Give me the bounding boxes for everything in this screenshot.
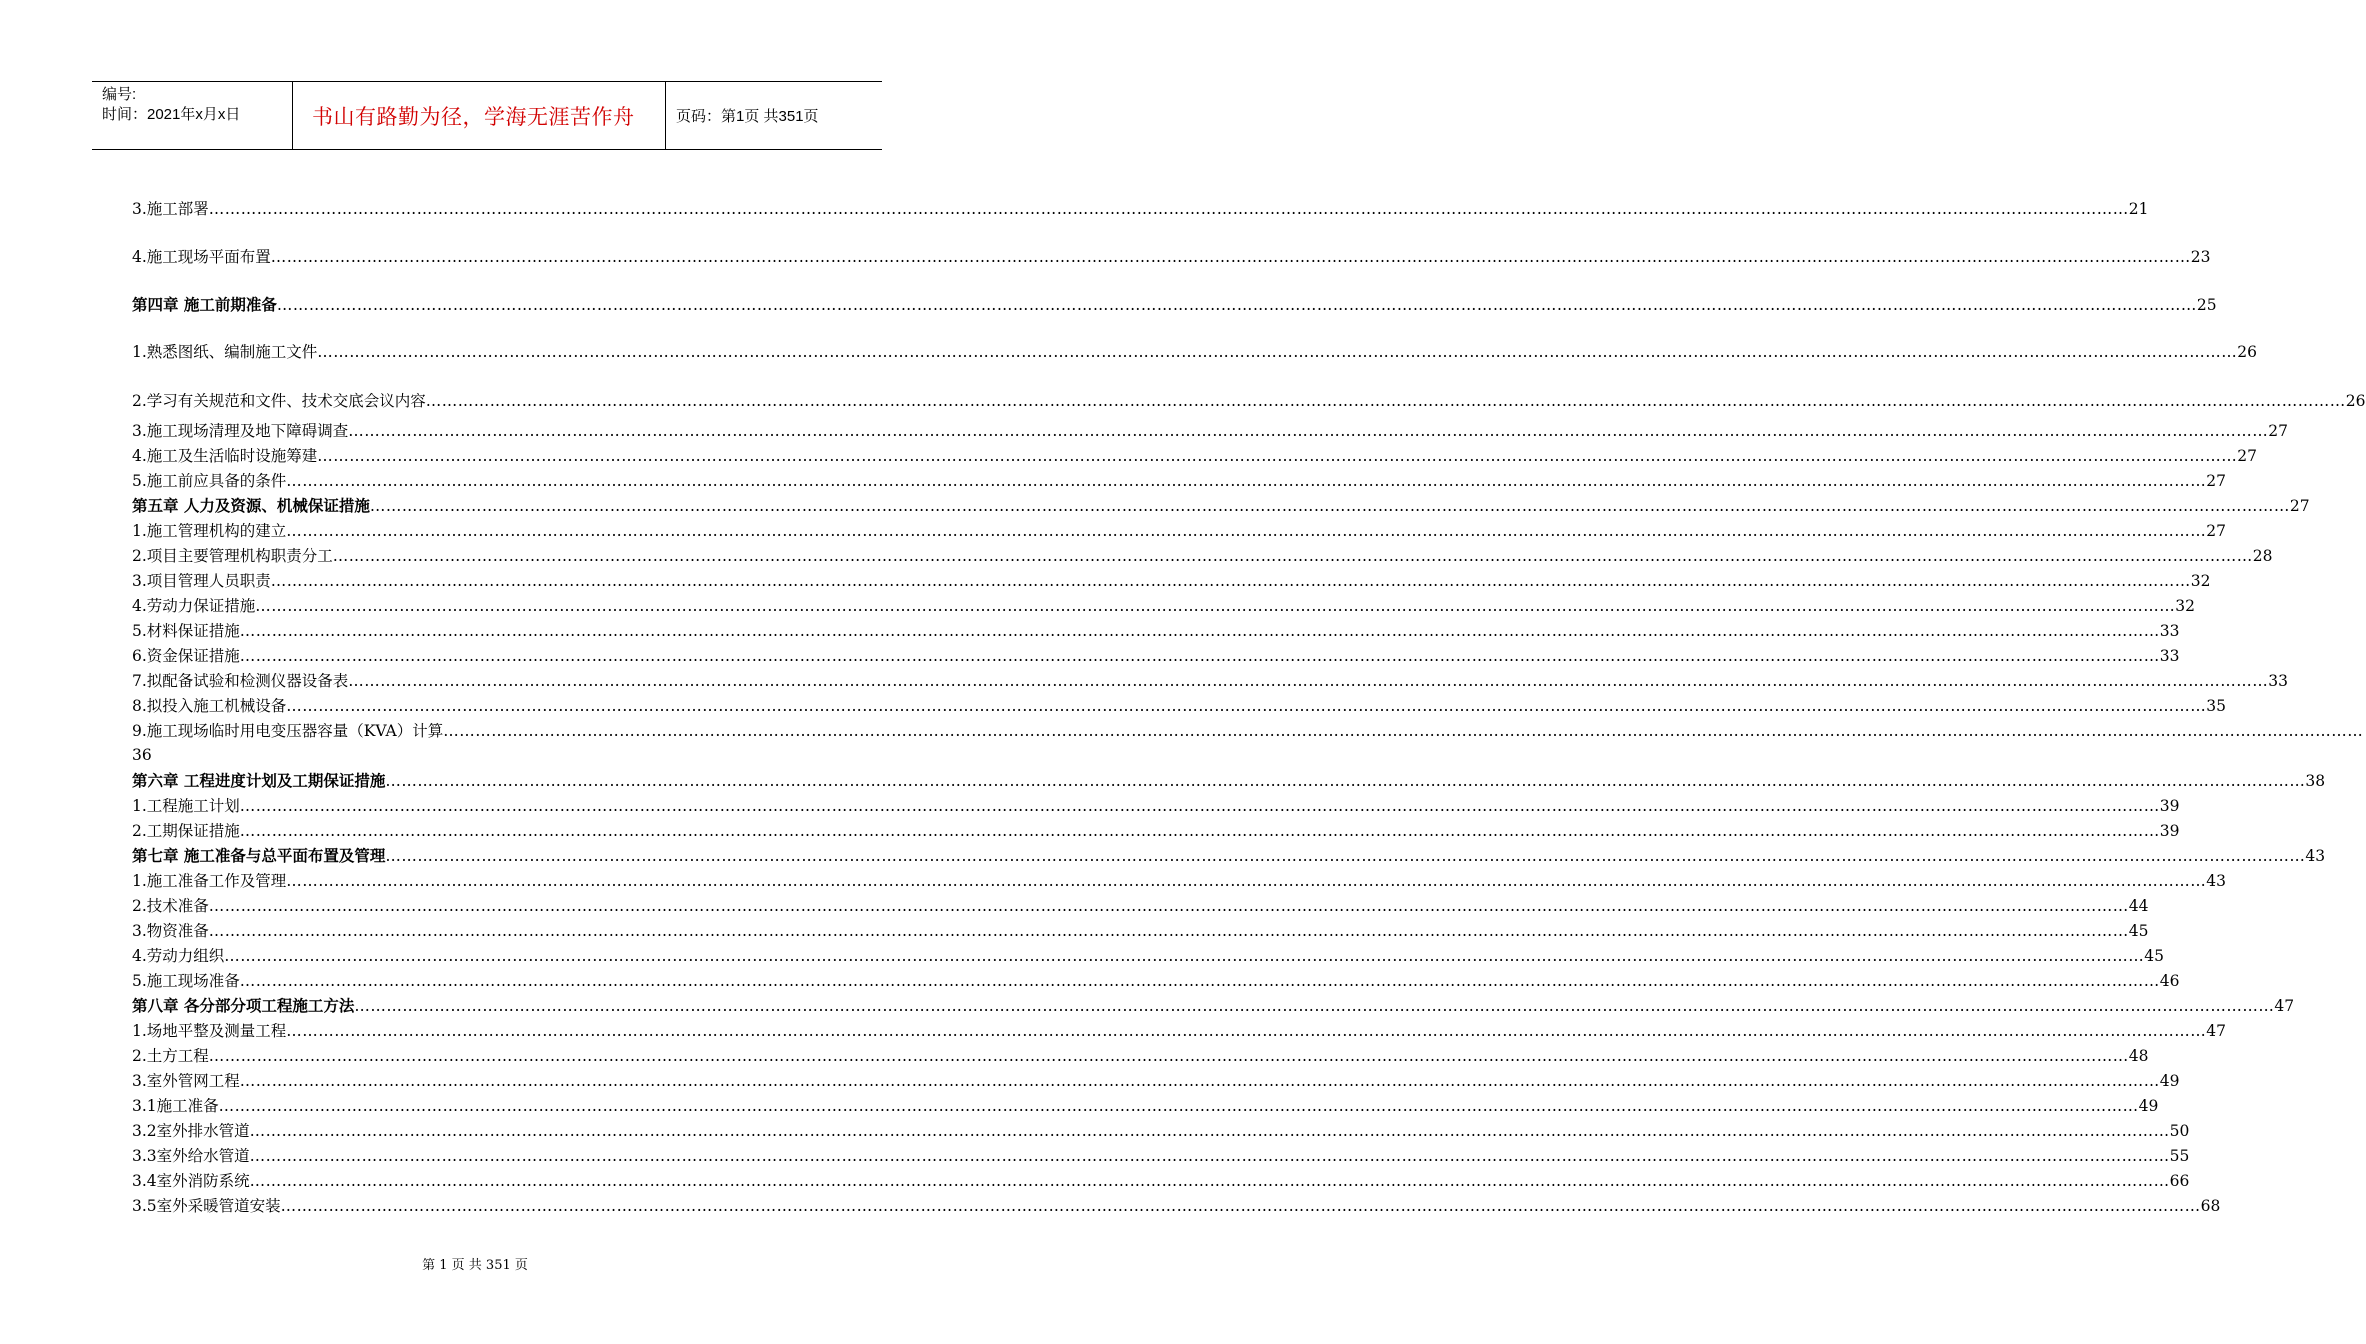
header-divider-right [665,82,666,149]
toc-entry-page: 33 [2159,622,2180,640]
toc-dot-leader: ……………………………………………………………………………………………………………………………………………………………………………………………………………………………………………………………………………………………………………………………… [208,200,2129,218]
toc-entry-page: 43 [2305,847,2326,865]
header-divider-left [292,82,293,149]
toc-entry-page: 50 [2169,1122,2190,1140]
toc-entry[interactable] [132,390,2366,412]
toc-entry[interactable] [132,470,2227,492]
toc-dot-leader: ……………………………………………………………………………………………………………………………………………………………………………………………………………………………………………………………………………………………………………………………… [443,722,2364,740]
toc-entry-page: 21 [2128,200,2149,218]
toc-entry-title: 4.施工及生活临时设施筹建 [132,447,318,465]
toc-entry[interactable] [132,620,2180,642]
header-time-label: 时间：2021年x月x日 [102,106,241,123]
toc-entry[interactable] [132,445,2258,467]
toc-dot-leader: ……………………………………………………………………………………………………………………………………………………………………………………………………………………………………………………………………………………………………………………………… [239,622,2160,640]
toc-entry-title: 4.劳动力组织 [132,947,225,965]
toc-dot-leader: ……………………………………………………………………………………………………………………………………………………………………………………………………………………………………………………………………………………………………………………………… [354,997,2275,1015]
toc-wrapped-page-number: 36 [132,746,152,764]
toc-dot-leader: ……………………………………………………………………………………………………………………………………………………………………………………………………………………………………………………………………………………………………………………………… [280,1197,2201,1215]
toc-dot-leader: ……………………………………………………………………………………………………………………………………………………………………………………………………………………………………………………………………………………………………………………………… [332,547,2253,565]
toc-dot-leader: ……………………………………………………………………………………………………………………………………………………………………………………………………………………………………………………………………………………………………………………………… [317,343,2238,361]
toc-entry-title: 第六章 工程进度计划及工期保证措施 [132,772,386,790]
toc-entry[interactable] [132,795,2180,817]
toc-entry[interactable] [132,1145,2190,1167]
toc-entry-title: 2.技术准备 [132,897,209,915]
toc-dot-leader: ……………………………………………………………………………………………………………………………………………………………………………………………………………………………………………………………………………………………………………………………… [348,672,2269,690]
header-number-label: 编号: [102,86,137,103]
toc-entry[interactable] [132,695,2227,717]
toc-entry-page: 48 [2128,1047,2149,1065]
toc-entry-page: 49 [2159,1072,2180,1090]
toc-chapter-entry[interactable] [132,770,2326,792]
toc-entry-page: 25 [2196,296,2217,314]
toc-entry[interactable] [132,970,2180,992]
toc-entry-title: 3.室外管网工程 [132,1072,240,1090]
toc-entry[interactable] [132,520,2227,542]
toc-entry[interactable] [132,1045,2149,1067]
toc-entry[interactable] [132,1095,2159,1117]
toc-entry-title: 3.施工部署 [132,200,209,218]
toc-entry[interactable] [132,820,2180,842]
toc-entry-page: 27 [2289,497,2310,515]
toc-entry-title: 1.熟悉图纸、编制施工文件 [132,343,318,361]
toc-chapter-entry[interactable] [132,995,2295,1017]
toc-entry-page: 47 [2206,1022,2227,1040]
toc-entry-title: 1.施工准备工作及管理 [132,872,287,890]
toc-dot-leader: ……………………………………………………………………………………………………………………………………………………………………………………………………………………………………………………………………………………………………………………………… [385,772,2306,790]
toc-entry-page: 38 [2305,772,2326,790]
toc-entry-page: 39 [2159,822,2180,840]
toc-chapter-entry[interactable] [132,845,2326,867]
toc-entry-title: 3.物资准备 [132,922,209,940]
toc-dot-leader: ……………………………………………………………………………………………………………………………………………………………………………………………………………………………………………………………………………………………………………………………… [249,1122,2170,1140]
toc-dot-leader: ……………………………………………………………………………………………………………………………………………………………………………………………………………………………………………………………………………………………………………………………… [249,1147,2170,1165]
toc-entry[interactable] [132,595,2196,617]
toc-entry[interactable] [132,1020,2227,1042]
toc-entry-title: 3.3室外给水管道 [132,1147,250,1165]
toc-entry[interactable] [132,870,2227,892]
toc-dot-leader: ……………………………………………………………………………………………………………………………………………………………………………………………………………………………………………………………………………………………………………………………… [255,597,2176,615]
toc-entry[interactable] [132,198,2149,220]
header-page-label: 页码：第1页 共351页 [676,108,819,125]
toc-dot-leader: ……………………………………………………………………………………………………………………………………………………………………………………………………………………………………………………………………………………………………………………………… [208,1047,2129,1065]
toc-entry-page: 43 [2206,872,2227,890]
toc-entry-page: 44 [2128,897,2149,915]
toc-entry[interactable] [132,341,2258,363]
toc-entry-title: 2.工期保证措施 [132,822,240,840]
toc-entry-title: 6.资金保证措施 [132,647,240,665]
toc-entry[interactable] [132,920,2149,942]
toc-entry-title: 第七章 施工准备与总平面布置及管理 [132,847,386,865]
toc-entry-page: 26 [2237,343,2258,361]
toc-entry-title: 2.项目主要管理机构职责分工 [132,547,333,565]
toc-dot-leader: ……………………………………………………………………………………………………………………………………………………………………………………………………………………………………………………………………………………………………………………………… [348,422,2269,440]
toc-entry-page: 28 [2252,547,2273,565]
toc-dot-leader: ……………………………………………………………………………………………………………………………………………………………………………………………………………………………………………………………………………………………………………………………… [286,872,2207,890]
toc-entry-page: 47 [2274,997,2295,1015]
toc-entry-title: 3.项目管理人员职责 [132,572,271,590]
toc-entry-title: 2.学习有关规范和文件、技术交底会议内容 [132,392,426,410]
toc-entry-page: 39 [2159,797,2180,815]
toc-entry[interactable] [132,670,2289,692]
toc-entry-page: 46 [2159,972,2180,990]
toc-entry-page: 33 [2159,647,2180,665]
toc-dot-leader: ……………………………………………………………………………………………………………………………………………………………………………………………………………………………………………………………………………………………………………………………… [369,497,2290,515]
toc-entry-title: 3.1施工准备 [132,1097,219,1115]
toc-dot-leader: ……………………………………………………………………………………………………………………………………………………………………………………………………………………………………………………………………………………………………………………………… [239,972,2160,990]
header-motto: 书山有路勤为径，学海无涯苦作舟 [312,105,635,129]
toc-entry-page: 45 [2144,947,2165,965]
toc-entry-page: 45 [2128,922,2149,940]
toc-dot-leader: ……………………………………………………………………………………………………………………………………………………………………………………………………………………………………………………………………………………………………………………………… [317,447,2238,465]
toc-entry[interactable] [132,1170,2190,1192]
toc-entry-title: 5.材料保证措施 [132,622,240,640]
toc-dot-leader: ……………………………………………………………………………………………………………………………………………………………………………………………………………………………………………………………………………………………………………………………… [218,1097,2139,1115]
toc-entry[interactable] [132,570,2211,592]
toc-dot-leader: ……………………………………………………………………………………………………………………………………………………………………………………………………………………………………………………………………………………………………………………………… [224,947,2145,965]
toc-entry-title: 4.施工现场平面布置 [132,248,271,266]
toc-dot-leader: ……………………………………………………………………………………………………………………………………………………………………………………………………………………………………………………………………………………………………………………………… [276,296,2197,314]
toc-entry-page: 27 [2237,447,2258,465]
toc-dot-leader: ……………………………………………………………………………………………………………………………………………………………………………………………………………………………………………………………………………………………………………………………… [385,847,2306,865]
toc-chapter-entry[interactable] [132,294,2217,316]
toc-entry-page: 23 [2190,248,2211,266]
toc-dot-leader: ……………………………………………………………………………………………………………………………………………………………………………………………………………………………………………………………………………………………………………………………… [208,922,2129,940]
toc-entry-page: 26 [2345,392,2366,410]
toc-dot-leader: ……………………………………………………………………………………………………………………………………………………………………………………………………………………………………………………………………………………………………………………………… [239,1072,2160,1090]
toc-entry-title: 4.劳动力保证措施 [132,597,256,615]
toc-entry-page: 68 [2200,1197,2221,1215]
toc-entry-title: 3.4室外消防系统 [132,1172,250,1190]
toc-dot-leader: ……………………………………………………………………………………………………………………………………………………………………………………………………………………………………………………………………………………………………………………………… [286,522,2207,540]
page-footer: 第 1 页 共 351 页 [422,1258,528,1273]
toc-entry[interactable] [132,1070,2180,1092]
toc-entry-page: 27 [2206,472,2227,490]
toc-entry-title: 1.施工管理机构的建立 [132,522,287,540]
toc-entry-title: 7.拟配备试验和检测仪器设备表 [132,672,349,690]
toc-entry[interactable] [132,420,2289,442]
toc-entry-page: 35 [2206,697,2227,715]
toc-entry-title: 第五章 人力及资源、机械保证措施 [132,497,370,515]
toc-dot-leader: ……………………………………………………………………………………………………………………………………………………………………………………………………………………………………………………………………………………………………………………………… [286,1022,2207,1040]
toc-entry-title: 5.施工前应具备的条件 [132,472,287,490]
toc-dot-leader: ……………………………………………………………………………………………………………………………………………………………………………………………………………………………………………………………………………………………………………………………… [239,797,2160,815]
toc-entry[interactable] [132,645,2180,667]
toc-dot-leader: ……………………………………………………………………………………………………………………………………………………………………………………………………………………………………………………………………………………………………………………………… [425,392,2346,410]
toc-entry-page: 49 [2138,1097,2159,1115]
toc-entry-title: 5.施工现场准备 [132,972,240,990]
toc-entry-page: 32 [2190,572,2211,590]
toc-entry-title: 1.场地平整及测量工程 [132,1022,287,1040]
header-top-rule [92,81,882,82]
toc-dot-leader: ……………………………………………………………………………………………………………………………………………………………………………………………………………………………………………………………………………………………………………………………… [208,897,2129,915]
toc-dot-leader: ……………………………………………………………………………………………………………………………………………………………………………………………………………………………………………………………………………………………………………………………… [286,697,2207,715]
toc-entry-title: 8.拟投入施工机械设备 [132,697,287,715]
toc-dot-leader: ……………………………………………………………………………………………………………………………………………………………………………………………………………………………………………………………………………………………………………………………… [286,472,2207,490]
toc-entry-title: 第四章 施工前期准备 [132,296,277,314]
toc-entry-page: 32 [2175,597,2196,615]
header-bottom-rule [92,149,882,150]
toc-chapter-entry[interactable] [132,495,2310,517]
toc-entry-page: 66 [2169,1172,2190,1190]
toc-entry-title: 3.2室外排水管道 [132,1122,250,1140]
toc-entry-title: 3.施工现场清理及地下障碍调查 [132,422,349,440]
toc-dot-leader: ……………………………………………………………………………………………………………………………………………………………………………………………………………………………………………………………………………………………………………………………… [270,248,2191,266]
toc-entry-title: 第八章 各分部分项工程施工方法 [132,997,355,1015]
toc-entry[interactable] [132,945,2165,967]
toc-dot-leader: ……………………………………………………………………………………………………………………………………………………………………………………………………………………………………………………………………………………………………………………………… [249,1172,2170,1190]
toc-entry-page: 27 [2268,422,2289,440]
toc-entry[interactable] [132,246,2211,268]
toc-entry[interactable] [132,1120,2190,1142]
toc-dot-leader: ……………………………………………………………………………………………………………………………………………………………………………………………………………………………………………………………………………………………………………………………… [239,647,2160,665]
toc-dot-leader: ……………………………………………………………………………………………………………………………………………………………………………………………………………………………………………………………………………………………………………………………… [270,572,2191,590]
toc-entry-title: 9.施工现场临时用电变压器容量（KVA）计算 [132,722,444,740]
toc-entry-title: 3.5室外采暖管道安装 [132,1197,281,1215]
toc-entry[interactable] [132,720,2364,742]
toc-dot-leader: ……………………………………………………………………………………………………………………………………………………………………………………………………………………………………………………………………………………………………………………………… [239,822,2160,840]
toc-entry[interactable] [132,545,2273,567]
toc-entry[interactable] [132,1195,2221,1217]
toc-entry-title: 1.工程施工计划 [132,797,240,815]
toc-entry-title: 2.土方工程 [132,1047,209,1065]
toc-entry-page: 55 [2169,1147,2190,1165]
toc-entry[interactable] [132,895,2149,917]
toc-entry-page: 27 [2206,522,2227,540]
toc-entry-page: 33 [2268,672,2289,690]
